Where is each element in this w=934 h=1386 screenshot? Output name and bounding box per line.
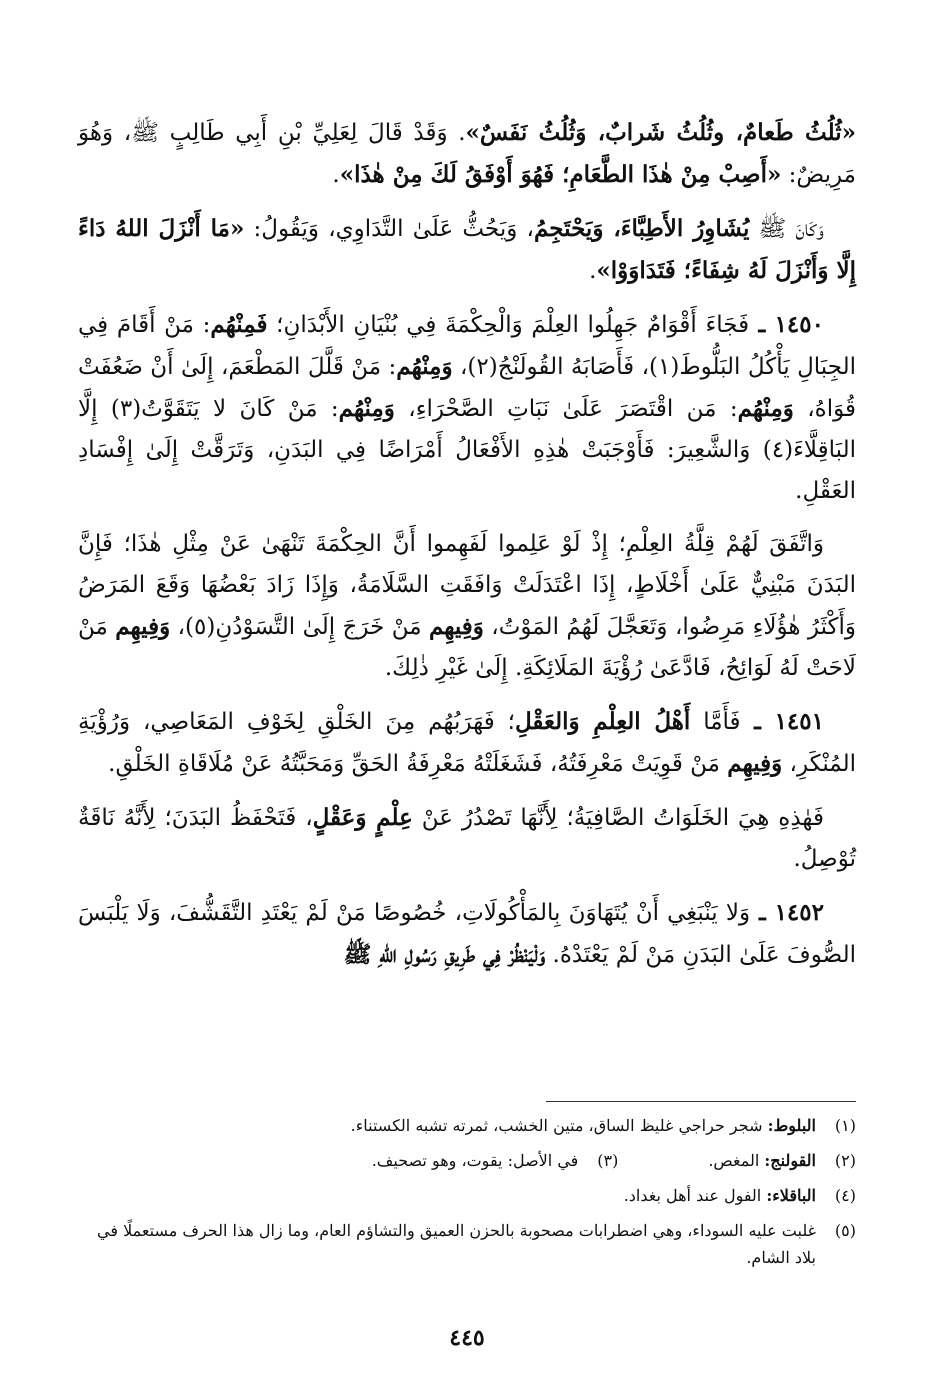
footnote-4 [78,1182,856,1209]
footnote-row [78,1147,856,1174]
emphasis-text: وَفِيهِم [727,750,783,777]
paragraph-1450 [78,304,856,512]
body-text: : مَن اقْتَصَرَ عَلَىٰ نَبَاتِ الصَّحْرَاءِ، [394,396,738,422]
footnote-2 [708,1147,856,1174]
page-number: ٤٤٥ [449,1325,485,1351]
body-text: مَنْ لَاحَتْ لَهُ لَوَائِحُ، فَادَّعَىٰ رُؤْيَةَ المَلَائِكَةِ. إِلَىٰ غَيْرِ ذٰلِكَ. [78,614,856,681]
footnote-term: البلوط: [767,1116,816,1135]
emphasis-text: وَفِيهِم [428,613,484,640]
body-text: : مَنْ كَانَ لا يَتَقَوَّتُ(٣) إِلَّا البَاقِلَّاءَ(٤) وَالشَّعِيرَ: فَأَوْجَبَتْ هٰذِهِ الأَفْعَالُ أَمْرَاضًا فِي البَدَنِ، وَتَرَقَّتْ إِلَىٰ إِفْسَادِ العَقْلِ. [78,396,856,504]
body-text: وَكَانَ ﷺ [749,216,825,242]
footnote-text: شجر حراجي غليظ الساق، متين الخشب، ثمرته تشبه الكستناء. [350,1116,768,1135]
paragraph [78,208,856,292]
paragraph [78,524,856,689]
body-text: ، وَيَحُثُّ عَلَىٰ التَّدَاوِي، وَيَقُولُ: [244,216,534,242]
footnote-text: غلبت عليه السوداء، وهي اضطرابات مصحوبة بالحزن العميق والتشاؤم العام، وما زال هذا الحرف مستعملًا في بلاد الشام. [97,1221,816,1267]
emphasis-text: ١٤٥٠ ـ [749,311,824,338]
body-text: . وَقَدْ قَالَ لِعَلِيِّ بْنِ أَبِي طَالِبٍ ﷺ، وَهُوَ مَرِيضٌ: [78,120,856,188]
emphasis-text: وَمِنْهُم [338,395,395,422]
footnote-separator [546,1101,856,1102]
body-text: وَلا يَنْبَغِي أَنْ يُتَهَاوَنَ بِالمَأْكُولَاتِ، خُصُوصًا مَنْ لَمْ يَعْتَدِ التَّقَشُّفَ، وَلَا يَلْبَسَ الصُّوفَ عَلَىٰ البَدَنِ مَنْ لَمْ يَعْتَدْهُ. [78,900,856,968]
body-text: . [332,162,340,188]
body-text: فَهٰذِهِ هِيَ الخَلَوَاتُ الصَّافِيَةُ؛ لِأَنَّهَا تَصْدُرُ عَنْ [412,805,824,831]
emphasis-text: «ثُلُثُ طَعامٌ، وثُلُثُ شَرابٌ، وَثُلُثُ نَفَسٌ» [465,119,856,146]
footnote-term: القولنج: [764,1151,816,1170]
footnote-text: في الأصل: يقوت، وهو تصحيف. [371,1151,579,1170]
emphasis-text: فَمِنْهُم [210,311,268,338]
footnote-marker: (١) [834,1116,856,1135]
body-text: وَاتَّفَقَ لَهُمْ قِلَّةُ العِلْمِ؛ إِذْ لَوْ عَلِموا لَفَهِموا أَنَّ الحِكْمَةَ تَنْهَىٰ عَنْ مِثْلِ هٰذَا؛ فَإِنَّ البَدَنَ مَبْنِيٌّ عَلَىٰ أَخْلَاطٍ، إِذَا اعْتَدَلَتْ وَافَقَتِ السَّلَامَةُ، وَإِذَا زَادَ بَعْضُهَا وَقَعَ المَرَضُ وَأَكْثَرُ هٰؤُلَاءِ مَرِضُوا، وَتَعَجَّلَ لَهُمُ المَوْتُ، [78,531,856,640]
emphasis-text: ١٤٥١ ـ [740,708,824,735]
emphasis-text: يُشَاوِرُ الأَطِبَّاءَ، وَيَحْتَجِمُ [533,215,750,242]
footnote-marker: (٤) [834,1186,856,1205]
footnote-3 [372,1147,619,1174]
emphasis-text: وَلْيَنْظُرْ فِي طَرِيقِ رَسُولِ اللهِ ﷺ [343,941,546,968]
footnotes [78,1112,856,1279]
body-text: : مَنْ قَلَّلَ المَطْعَمَ، إِلَىٰ أَنْ ضَعُفَتْ قُوَاهُ، [78,354,856,422]
footnote-text: الفول عند أهل بغداد. [623,1186,767,1205]
footnote-5 [78,1217,856,1271]
body-text: مَنْ خَرَجَ إِلَىٰ التَّسَوْدُنِ(٥)، [170,614,429,640]
paragraph [78,797,856,880]
footnote-marker: (٥) [834,1221,856,1240]
emphasis-text: وَمِنْهُم [396,353,453,380]
emphasis-text: عِلْمٍ وَعَقْلٍ [312,804,413,831]
footnote-term: الباقلاء: [766,1186,816,1205]
emphasis-text: وَفِيهِم [115,613,171,640]
body-text: مَنْ قَوِيَتْ مَعْرِفَتُهُ، فَشَغَلَتْهُ مَعْرِفَةُ الحَقِّ وَمَحَبَّتُهُ عَنْ مُلَاقَاةِ الخَلْقِ. [108,751,728,777]
footnote-marker: (٣) [597,1151,619,1170]
body-text: : مَنْ أَقَامَ فِي الجِبَالِ يَأْكُلُ البَلُّوطَ(١)، فَأَصَابَهُ القُولَنْجُ(٢)، [78,312,856,380]
emphasis-text: «أَصِبْ مِنْ هٰذَا الطَّعَامِ؛ فَهُوَ أَوْفَقُ لَكَ مِنْ هٰذَا» [339,161,782,188]
emphasis-text: ١٤٥٢ ـ [750,899,824,926]
paragraph-1452 [78,892,856,976]
emphasis-text: «مَا أَنْزَلَ اللهُ دَاءً إِلَّا وَأَنْزَلَ لَهُ شِفَاءً؛ فَتَدَاوَوْا» [78,215,856,284]
emphasis-text: أَهْلُ العِلْمِ وَالعَقْلِ [514,708,691,735]
paragraph-1451 [78,701,856,785]
emphasis-text: وَمِنْهُم [737,395,794,422]
body-text: فَجَاءَ أَقْوَامٌ جَهِلُوا العِلْمَ وَالْحِكْمَةَ فِي بُنْيَانِ الأَبْدَانِ؛ [267,312,750,338]
footnote-text: المغص. [708,1151,765,1170]
body-text: ، فَتَحْفَظُ البَدَنَ؛ لِأَنَّهُ نَاقَةٌ تُوْصِلُ. [78,805,856,872]
footnote-1 [78,1112,856,1139]
paragraph [78,112,856,196]
body-text: ؛ فَهَرَبُهُم مِنَ الخَلْقِ لِخَوْفِ المَعَاصِي، وَرُؤْيَةِ المُنْكَرِ، [78,709,856,777]
body-text: . [589,258,597,284]
main-text [78,112,856,988]
footnote-marker: (٢) [834,1151,856,1170]
body-text: فَأَمَّا [690,709,741,735]
